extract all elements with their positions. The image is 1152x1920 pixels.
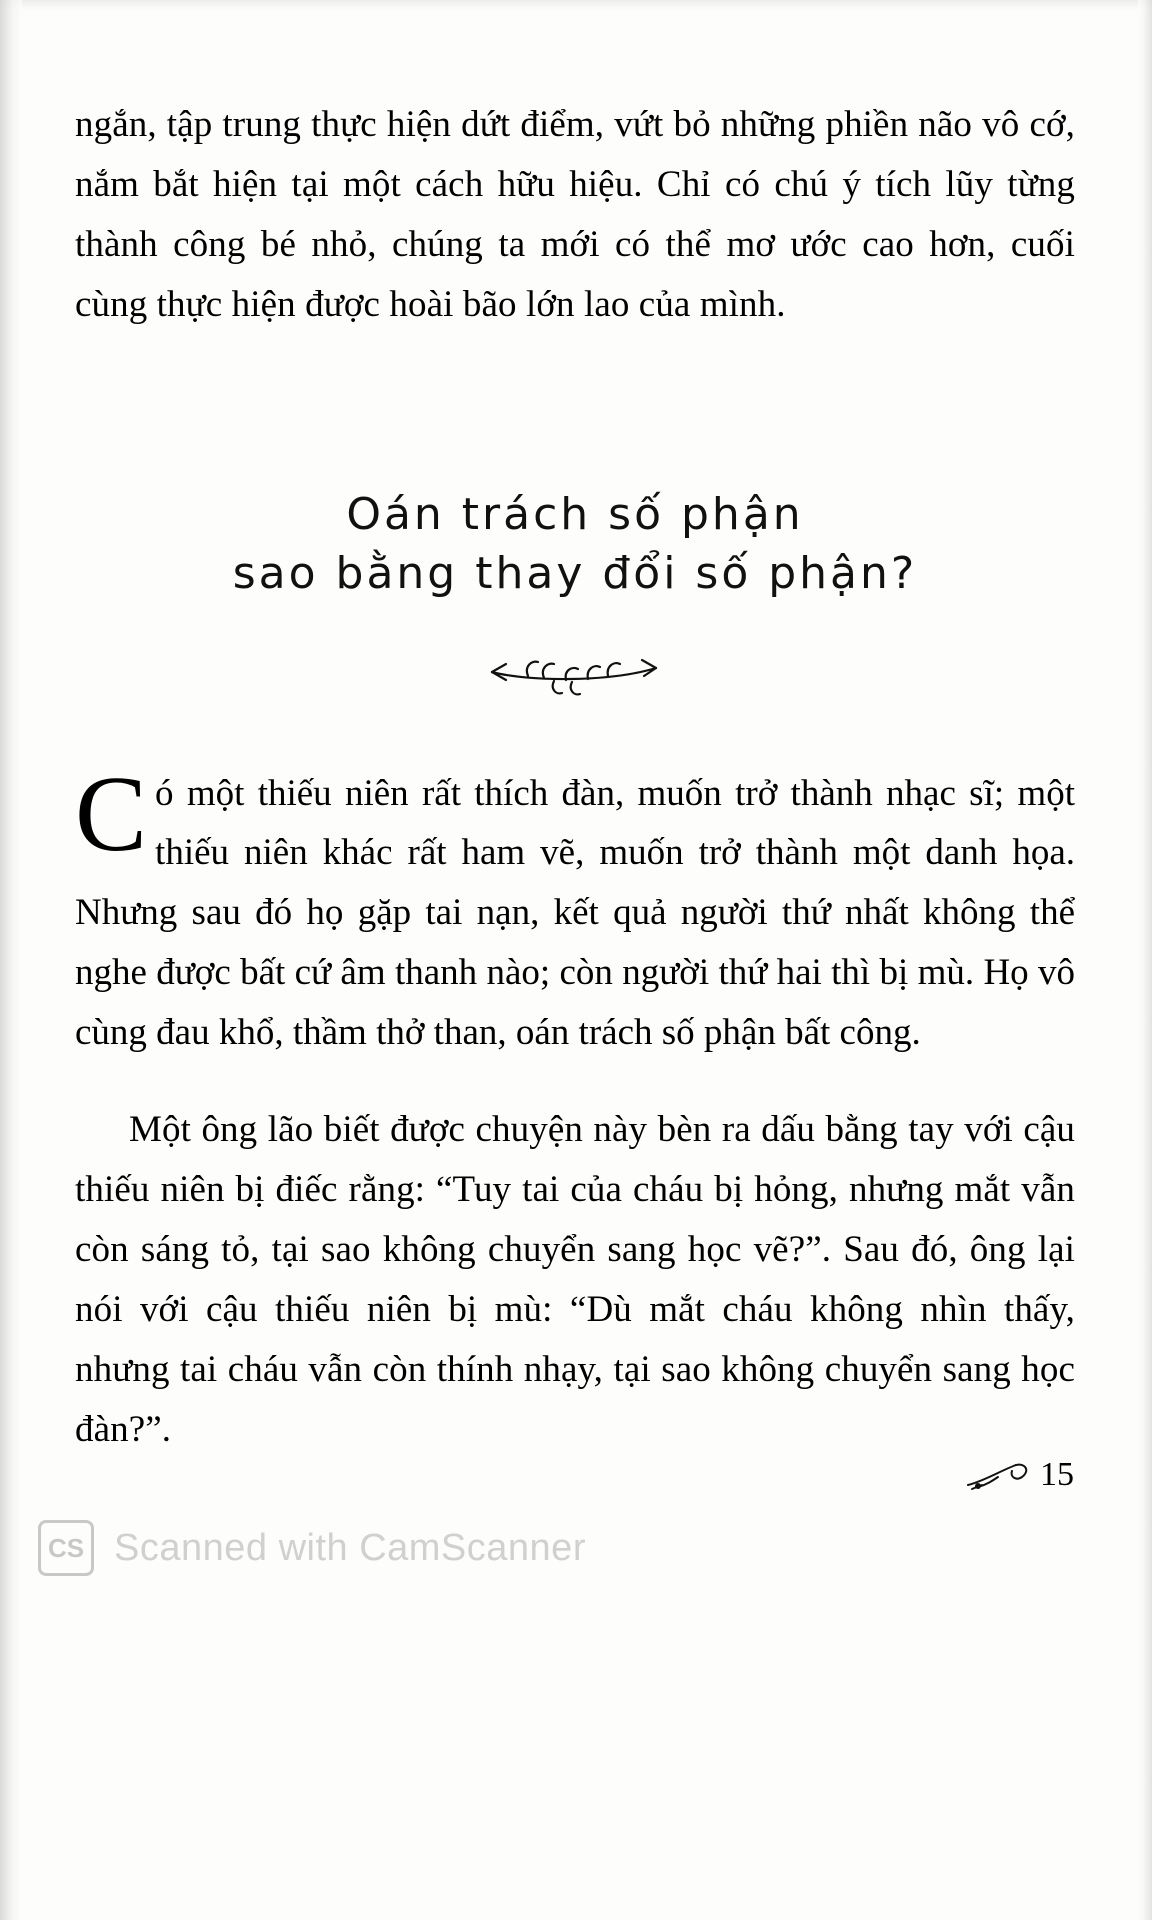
camscanner-badge-icon: CS [38, 1520, 94, 1576]
section-heading [75, 485, 1075, 604]
second-paragraph: Một ông lão biết được chuyện này bèn ra dấu bằng tay với cậu thiếu niên bị điếc rằng: “Tuy tai của cháu bị hỏng, nhưng mắt vẫn còn sáng tỏ, tại sao không chuyển sang học vẽ?”. Sau đó, ông lại nói với cậu thiếu niên bị mù: “Dù mắt cháu không nhìn thấy, nhưng tai cháu vẫn còn thính nhạy, tại sao không chuyển sang học đàn?”. [75, 1109, 1075, 1450]
dropcap-paragraph [75, 754, 1075, 1064]
scan-edge-top [0, 0, 1152, 10]
camscanner-label: Scanned with CamScanner [114, 1526, 586, 1569]
dropcap-paragraph-text: ó một thiếu niên rất thích đàn, muốn trở thành nhạc sĩ; một thiếu niên khác rất ham vẽ, muốn trở thành một danh họa. Nhưng sau đó họ gặp tai nạn, kết quả người thứ nhất không thể nghe được bất cứ âm thanh nào; còn người thứ hai thì bị mù. Họ vô cùng đau khổ, thầm thở than, oán trách số phận bất công. [75, 772, 1075, 1054]
small-flourish-icon [964, 1455, 1034, 1495]
scan-edge-left [0, 0, 22, 1920]
section-heading-line-2: sao bằng thay đổi số phận? [232, 548, 918, 600]
scan-edge-right [1138, 0, 1152, 1920]
section-heading-line-1: Oán trách số phận [346, 488, 804, 540]
drop-cap-letter: C [75, 754, 148, 874]
story-body [75, 754, 1075, 1460]
top-paragraph: ngắn, tập trung thực hiện dứt điểm, vứt bỏ những phiền não vô cớ, nắm bắt hiện tại một cách hữu hiệu. Chỉ có chú ý tích lũy từng thành công bé nhỏ, chúng ta mới có thể mơ ước cao hơn, cuối cùng thực hiện được hoài bão lớn lao của mình. [75, 104, 1075, 325]
leafy-branch-ornament-icon [480, 642, 670, 702]
page-number: 15 [1040, 1456, 1074, 1493]
page-content [75, 95, 1075, 1460]
camscanner-watermark [38, 1520, 586, 1576]
page-footer [964, 1455, 1074, 1495]
